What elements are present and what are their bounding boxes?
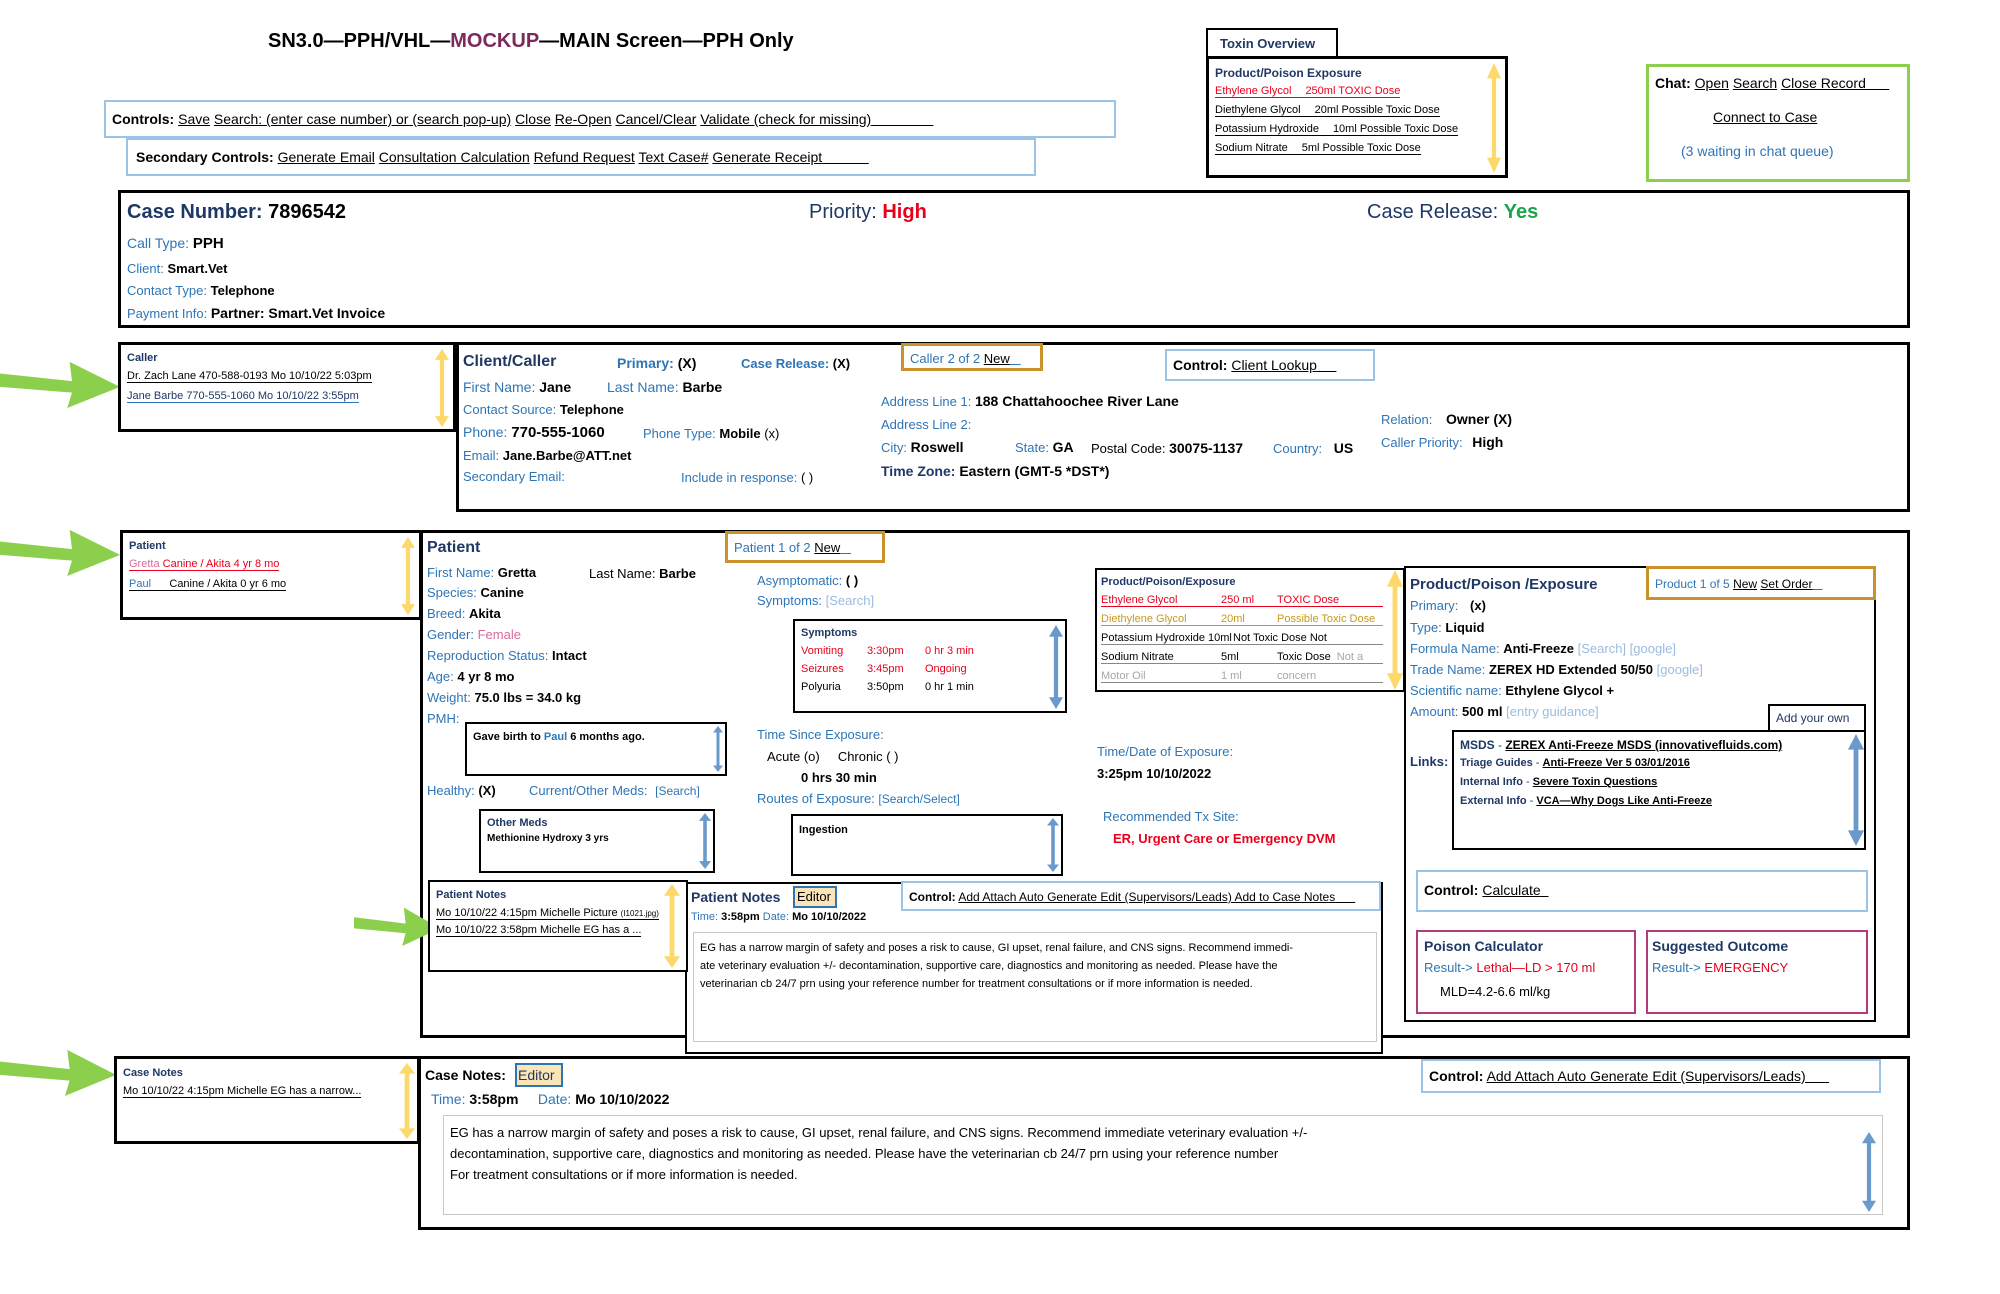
scroll-arrow-icon[interactable] — [1049, 625, 1063, 709]
case-number: Case Number: 7896542 — [127, 201, 347, 223]
scroll-arrow-icon[interactable] — [1356, 943, 1370, 1031]
trade-google-link: [google] — [1656, 662, 1703, 677]
scroll-arrow-icon[interactable] — [713, 726, 723, 772]
other-meds-box[interactable]: Other Meds Methionine Hydroxy 3 yrs — [479, 809, 715, 873]
current-meds[interactable]: Current/Other Meds: [Search] — [529, 783, 700, 798]
scroll-arrow-icon[interactable] — [664, 884, 680, 968]
set-order-button[interactable]: Set Order — [1760, 577, 1813, 591]
contact-source[interactable]: Contact Source: Telephone — [463, 402, 624, 417]
exposure-list: Product/Poison/Exposure Ethylene Glycol 250 ml TOXIC Dose Diethylene Glycol 20ml Possible Toxic Dose Potassium Hydroxide 10mlNot Toxic Dose Not Sodium Nitrate 5ml Toxic Dose Not a Motor Oil 1 ml concern — [1095, 568, 1405, 692]
consultation-calc-button[interactable]: Consultation Calculation — [378, 149, 530, 165]
patient-first-name[interactable]: First Name: Gretta — [427, 565, 537, 580]
client-email[interactable]: Email: Jane.Barbe@ATT.net — [463, 448, 632, 463]
postal-code[interactable]: Postal Code: 30075-1137 — [1091, 440, 1244, 456]
clear-button[interactable]: /Clear — [659, 111, 697, 127]
scroll-arrow-icon[interactable] — [1387, 570, 1403, 690]
caller-list: Caller Dr. Zach Lane 470-588-0193 Mo 10/10/22 5:03pm Jane Barbe 770-555-1060 Mo 10/10/22 3:55pm — [118, 342, 456, 432]
pointer-arrow-icon — [0, 528, 120, 576]
call-type: Call Type: PPH — [127, 235, 224, 252]
symptoms-field[interactable]: Symptoms: [Search] — [757, 593, 875, 608]
address-line-1[interactable]: Address Line 1: 188 Chattahoochee River Lane — [881, 393, 1179, 409]
client-caller-panel: Client/Caller Primary: (X) Case Release: (X) Caller 2 of 2 New Control: Client Lookup First Name: Jane Last Name: Barbe Contact Source: Telephone Phone: 770-555-1060 Phone Type: Mobile (x) Email: Jane.Barbe@ATT.net Secondary Email: Include in response: ( ) Address Line 1: 188 Chattahoochee River Lane Address Line 2: City: Roswell State: GA Postal Code: 30075-1137 Country: US Time Zone: Eastern (GMT-5 *DST*) Relation: Owner (X) Caller Priority: High — [456, 342, 1910, 512]
generate-receipt-button[interactable]: Generate Receipt — [712, 149, 823, 165]
patient-note-item[interactable]: Mo 10/10/22 3:58pm Michelle EG has a ... — [436, 924, 642, 936]
caller-count-box: Caller 2 of 2 New — [901, 343, 1043, 371]
trade-name[interactable]: Trade Name: ZEREX HD Extended 50/50 [google] — [1410, 662, 1703, 677]
case-notes-editor-button[interactable]: Editor — [515, 1063, 563, 1087]
scroll-arrow-icon[interactable] — [1487, 63, 1501, 173]
pmh-box[interactable]: Gave birth to Paul 6 months ago. — [465, 722, 727, 776]
case-note-item[interactable]: Mo 10/10/22 4:15pm Michelle EG has a narrow... — [123, 1085, 362, 1097]
patient-count-box: Patient 1 of 2 New — [725, 531, 885, 563]
patient-notes-editor-button[interactable]: Editor — [793, 886, 837, 908]
scroll-arrow-icon[interactable] — [401, 537, 415, 615]
chat-queue-status: (3 waiting in chat queue) — [1681, 143, 1834, 159]
product-link[interactable]: External Info - VCA—Why Dogs Like Anti-Freeze — [1460, 795, 1713, 807]
patient-list-item[interactable]: Paul Canine / Akita 0 yr 6 mo — [129, 578, 287, 590]
toxin-overview-item[interactable]: Sodium Nitrate 5ml Possible Toxic Dose — [1215, 142, 1421, 154]
include-in-response[interactable]: Include in response: ( ) — [681, 470, 814, 485]
scroll-arrow-icon[interactable] — [1862, 1132, 1876, 1212]
client-lookup-button[interactable]: Client Lookup — [1231, 357, 1317, 373]
toxin-overview-item[interactable]: Potassium Hydroxide 10ml Possible Toxic Dose — [1215, 123, 1459, 135]
toxin-overview-item[interactable]: Diethylene Glycol 20ml Possible Toxic Dose — [1215, 104, 1440, 116]
patient-age[interactable]: Age: 4 yr 8 mo — [427, 669, 515, 684]
meds-search-link: [Search] — [655, 784, 700, 798]
patient-notes-list: Patient Notes Mo 10/10/22 4:15pm Michelle Picture (I1021.jpg) Mo 10/10/22 3:58pm Michelle EG has a ... — [428, 880, 688, 972]
client-primary[interactable]: Primary: (X) — [617, 355, 697, 371]
case-note-line: decontamination, supportive care, diagnostics and monitoring as needed. Please have the veterinarian cb 24/7 prn using your reference number — [450, 1146, 1279, 1161]
add-your-own-button[interactable]: Add your own — [1768, 704, 1866, 732]
product-count-box: Product 1 of 5 New Set Order — [1646, 566, 1876, 600]
address-line-2[interactable]: Address Line 2: — [881, 417, 972, 432]
case-header — [118, 190, 1910, 328]
routes-of-exposure[interactable]: Routes of Exposure: [Search/Select] — [757, 791, 960, 806]
patient-notes-actions[interactable]: Add Attach Auto Generate Edit (Supervisors/Leads) Add to Case Notes — [958, 890, 1336, 904]
symptom-duration: 0 hr 3 min — [925, 645, 974, 657]
asymptomatic[interactable]: Asymptomatic: ( ) — [757, 573, 859, 588]
caller-list-item[interactable]: Dr. Zach Lane 470-588-0193 Mo 10/10/22 5:03pm — [127, 370, 372, 382]
routes-box[interactable]: Ingestion — [791, 814, 1063, 876]
close-button[interactable]: Close — [515, 111, 551, 127]
time-since-exposure[interactable]: 0 hrs 30 min — [801, 770, 877, 785]
patient-notes-panel: Patient Notes Editor Time: 3:58pm Date: Mo 10/10/2022 EG has a narrow margin of safety and poses a risk to cause, GI upset, renal failure, and CNS signs. Recommend immedi- ate veterinary evaluation +/- decontamination, supportive care, diagnostics and monitoring as needed. Please have the veterinarian cb 24/7 prn using your reference number for treatment consultations or if more information is needed. — [685, 882, 1383, 1054]
patient-list-item-selected[interactable]: Gretta Canine / Akita 4 yr 8 mo — [129, 558, 280, 570]
patient-breed[interactable]: Breed: Akita — [427, 606, 501, 621]
case-notes-text[interactable] — [443, 1115, 1883, 1215]
exposure-list-item[interactable]: Motor Oil 1 ml concern — [1101, 670, 1383, 683]
toxin-overview-item[interactable]: Ethylene Glycol 250ml TOXIC Dose — [1215, 85, 1401, 97]
scroll-arrow-icon[interactable] — [699, 813, 711, 869]
exposure-list-item[interactable]: Potassium Hydroxide 10mlNot Toxic Dose Not — [1101, 632, 1383, 645]
case-notes-panel: Case Notes: Editor Time: 3:58pm Date: Mo 10/10/2022 Control: Add Attach Auto Generate Edit (Supervisors/Leads) EG has a narrow margin of safety and poses a risk to cause, GI upset, renal failure, and CNS signs. Recommend immediate veterinary evaluation +/- decontamination, supportive care, diagnostics and monitoring as needed. Please have the veterinarian cb 24/7 prn using your reference number For treatment consultations or if more information is needed. — [418, 1056, 1910, 1230]
client-case-release[interactable]: Case Release: (X) — [741, 356, 851, 371]
patient-gender[interactable]: Gender: Female — [427, 627, 521, 642]
poison-calculator: Poison Calculator Result-> Lethal—LD > 170 ml MLD=4.2-6.6 ml/kg — [1416, 930, 1636, 1014]
chronic-radio: Chronic ( ) — [837, 749, 899, 764]
refund-request-button[interactable]: Refund Request — [533, 149, 635, 165]
scroll-arrow-icon[interactable] — [1848, 734, 1864, 846]
address-state[interactable]: State: GA — [1015, 439, 1074, 455]
symptom-time: 3:45pm — [867, 663, 904, 675]
controls-bar: Controls: Save Search: (enter case number) or (search pop-up) Close Re-Open Cancel/Clear Validate (check for missing) — [104, 100, 1116, 138]
symptoms-box: Symptoms Vomiting 3:30pm 0 hr 3 min Seizures 3:45pm Ongoing Polyuria 3:50pm 0 hr 1 min — [793, 619, 1067, 713]
new-product-button[interactable]: New — [1733, 577, 1758, 591]
patient-list: Patient Gretta Canine / Akita 4 yr 8 mo Paul Canine / Akita 0 yr 6 mo — [120, 530, 422, 620]
client-first-name[interactable]: First Name: Jane — [463, 379, 572, 395]
page-title: SN3.0—PPH/VHL—MOCKUP—MAIN Screen—PPH Only — [268, 30, 794, 52]
patient-note-line: ate veterinary evaluation +/- decontamination, supportive care, diagnostics and monitoring as needed. Please have the — [700, 960, 1278, 972]
product-link[interactable]: Internal Info - Severe Toxin Questions — [1460, 776, 1658, 788]
client-phone[interactable]: Phone: 770-555-1060 — [463, 424, 605, 441]
exposure-time[interactable]: 3:25pm 10/10/2022 — [1097, 766, 1212, 781]
patient-panel: Patient Patient 1 of 2 New First Name: Gretta Last Name: Barbe Species: Canine Breed: Akita Gender: Female Reproduction Status: Intact Age: 4 yr 8 mo Weight: 75.0 lbs = 34.0 kg PMH: Gave birth to Paul 6 months ago. Healthy: (X) Current/Other Meds: [Search] Other Meds Methionine Hydroxy 3 yrs Asymptomatic: ( ) Symptoms: [Search] Symptoms Vomiting 3:30pm 0 hr 3 min Seizures 3:45pm Ongoing Polyuria 3:50pm 0 hr 1 min Time Since Exposure: Acute (o) Chronic ( ) 0 hrs 30 min Routes of Exposure: [Search/Select] Ingestion Product/Poison/Exposure Ethylene Glycol 250 ml TOXIC Dose Diethylene Glycol 20ml Possible Toxic Dose Potassium Hydroxide 10mlNot Toxic Dose Not Sodium Nitrate 5ml Toxic Dose Not a Motor Oil 1 ml concern Time/Date of Exposure: 3:25pm 10/10/2022 Recommended Tx Site: ER, Urgent Care or Emergency DVM Patient Notes Editor Time: 3:58pm Date: Mo 10/10/2022 EG has a narrow margin of safety and poses a risk to cause, GI upset, renal failure, and CNS signs. Recommend immedi- ate veterinary evaluation +/- decontamination, supportive care, diagnostics and monitoring as needed. Please have the veterinarian cb 24/7 prn using your reference number for treatment consultations or if more information is needed. Control: Add Attach Auto Generate Edit (Supervisors/Leads) Add to Case Notes — [420, 530, 1910, 1038]
patient-note-line: veterinarian cb 24/7 prn using your reference number for treatment consultations or if more information is needed. — [700, 978, 1253, 990]
symptoms-search-link: [Search] — [825, 593, 875, 608]
product-type[interactable]: Type: Liquid — [1410, 620, 1485, 635]
acute-chronic[interactable] — [767, 749, 899, 764]
symptom-duration: Ongoing — [925, 663, 967, 675]
generate-email-button[interactable]: Generate Email — [277, 149, 375, 165]
caller-list-item-selected[interactable]: Jane Barbe 770-555-1060 Mo 10/10/22 3:55pm — [127, 390, 359, 402]
chat-close-record-button[interactable]: Close Record — [1781, 75, 1866, 91]
address-city[interactable]: City: Roswell — [881, 439, 964, 455]
symptom-name[interactable]: Vomiting — [801, 645, 844, 657]
case-notes-actions[interactable]: Add Attach Auto Generate Edit (Supervisors/Leads) — [1486, 1068, 1806, 1084]
chat-panel: Chat: Open Search Close Record Connect to Case (3 waiting in chat queue) — [1646, 64, 1910, 182]
pointer-arrow-icon — [0, 1048, 116, 1096]
address-country[interactable]: Country: US — [1273, 440, 1354, 456]
new-patient-button[interactable]: New — [814, 540, 841, 555]
search-button[interactable]: Search: (enter case number) or (search pop-up) — [213, 111, 512, 127]
caller-relation[interactable]: Relation: Owner (X) — [1381, 411, 1513, 427]
product-link[interactable]: MSDS - ZEREX Anti-Freeze MSDS (innovativefluids.com) — [1460, 738, 1783, 752]
payment-info: Payment Info: Partner: Smart.Vet Invoice — [127, 305, 386, 321]
patient-notes-text[interactable] — [693, 932, 1377, 1042]
calculate-button[interactable]: Calculate — [1482, 882, 1541, 898]
scroll-arrow-icon[interactable] — [435, 349, 449, 427]
case-priority: Priority: High — [809, 201, 927, 223]
exposure-list-item[interactable]: Sodium Nitrate 5ml Toxic Dose Not a — [1101, 651, 1383, 664]
formula-search-link: [Search] — [1577, 641, 1627, 656]
toxin-overview-panel: Product/Poison Exposure Ethylene Glycol 250ml TOXIC Dose Diethylene Glycol 20ml Possible Toxic Dose Potassium Hydroxide 10ml Possible Toxic Dose Sodium Nitrate 5ml Possible Toxic Dose — [1206, 56, 1508, 178]
chat-open-button[interactable]: Open — [1694, 75, 1729, 91]
phone-type[interactable]: Phone Type: Mobile (x) — [643, 426, 780, 441]
entry-guidance-link: [entry guidance] — [1506, 704, 1599, 719]
scroll-arrow-icon[interactable] — [399, 1063, 415, 1139]
product-control: Control: Calculate — [1416, 870, 1868, 912]
secondary-controls-bar: Secondary Controls: Generate Email Consultation Calculation Refund Request Text Case# Generate Receipt — [126, 138, 1036, 176]
product-primary[interactable]: Primary: (x) — [1410, 598, 1486, 613]
patient-note-item[interactable]: Mo 10/10/22 4:15pm Michelle Picture (I1021.jpg) — [436, 907, 659, 919]
pmh-label: PMH: — [427, 711, 460, 726]
client-lookup-control: Control: Client Lookup — [1165, 349, 1375, 381]
suggested-outcome: Suggested Outcome Result-> EMERGENCY — [1646, 930, 1868, 1014]
patient-species[interactable]: Species: Canine — [427, 585, 524, 600]
scroll-arrow-icon[interactable] — [1047, 818, 1059, 872]
patient-weight[interactable]: Weight: 75.0 lbs = 34.0 kg — [427, 690, 582, 705]
text-case-button[interactable]: Text Case# — [638, 149, 709, 165]
validate-button[interactable]: Validate (check for missing) — [700, 111, 872, 127]
product-link[interactable]: Triage Guides - Anti-Freeze Ver 5 03/01/2016 — [1460, 757, 1690, 769]
time-zone[interactable]: Time Zone: Eastern (GMT-5 *DST*) — [881, 463, 1110, 479]
symptom-time: 3:50pm — [867, 681, 904, 693]
tx-site: ER, Urgent Care or Emergency DVM — [1113, 831, 1336, 846]
formula-name[interactable]: Formula Name: Anti-Freeze [Search] [google] — [1410, 641, 1676, 656]
reopen-button[interactable]: Re-Open — [554, 111, 612, 127]
product-panel: Product/Poison /Exposure Product 1 of 5 New Set Order Primary: (x) Type: Liquid Formula Name: Anti-Freeze [Search] [google] Trade Name: ZEREX HD Extended 50/50 [google] Scientific name: Ethylene Glycol + Amount: 500 ml [entry guidance] Add your own Links: MSDS - ZEREX Anti-Freeze MSDS (innovativefluids.com) Triage Guides - Anti-Freeze Ver 5 03/01/2016 Internal Info - Severe Toxin Questions External Info - VCA—Why Dogs Like Anti-Freeze Control: Calculate Poison Calculator Result-> Lethal—LD > 170 ml MLD=4.2-6.6 ml/kg Suggested Outcome Result-> EMERGENCY — [1404, 566, 1876, 1022]
symptom-duration: 0 hr 1 min — [925, 681, 974, 693]
case-note-line: EG has a narrow margin of safety and poses a risk to cause, GI upset, renal failure, and CNS signs. Recommend immediate veterinary evaluation +/- — [450, 1125, 1308, 1140]
healthy[interactable]: Healthy: (X) — [427, 783, 496, 798]
patient-note-line: EG has a narrow margin of safety and poses a risk to cause, GI upset, renal failure, and CNS signs. Recommend immedi- — [700, 942, 1294, 954]
links-label: Links: — [1410, 754, 1449, 769]
case-notes-list: Case Notes Mo 10/10/22 4:15pm Michelle EG has a narrow... — [114, 1056, 420, 1144]
caller-priority[interactable]: Caller Priority: High — [1381, 434, 1504, 450]
cancel-button[interactable]: Cancel — [615, 111, 660, 127]
case-release: Case Release: Yes — [1367, 201, 1539, 223]
links-box — [1452, 730, 1866, 850]
product-amount[interactable]: Amount: 500 ml [entry guidance] — [1410, 704, 1599, 719]
toxin-overview-tab[interactable]: Toxin Overview — [1206, 28, 1338, 58]
formula-google-link: [google] — [1629, 641, 1676, 656]
patient-notes-control: Control: Add Attach Auto Generate Edit (Supervisors/Leads) Add to Case Notes — [901, 881, 1381, 911]
exposure-time-label: Time/Date of Exposure: — [1097, 744, 1234, 759]
case-notes-control: Control: Add Attach Auto Generate Edit (Supervisors/Leads) — [1421, 1059, 1881, 1093]
client-name: Client: Smart.Vet — [127, 261, 228, 276]
reproduction-status[interactable]: Reproduction Status: Intact — [427, 648, 587, 663]
chat-search-button[interactable]: Search — [1732, 75, 1778, 91]
exposure-list-item[interactable]: Diethylene Glycol 20ml Possible Toxic Dose — [1101, 613, 1383, 626]
scientific-name[interactable]: Scientific name: Ethylene Glycol + — [1410, 683, 1615, 698]
symptom-time: 3:30pm — [867, 645, 904, 657]
symptom-name[interactable]: Polyuria — [801, 681, 841, 693]
patient-last-name[interactable]: Last Name: Barbe — [589, 566, 696, 581]
secondary-email[interactable]: Secondary Email: — [463, 469, 565, 484]
symptom-name[interactable]: Seizures — [801, 663, 844, 675]
client-last-name[interactable]: Last Name: Barbe — [607, 379, 723, 395]
contact-type: Contact Type: Telephone — [127, 283, 275, 298]
exposure-list-item[interactable]: Ethylene Glycol 250 ml TOXIC Dose — [1101, 594, 1383, 607]
acute-radio: Acute (o) — [767, 749, 820, 764]
pointer-arrow-icon — [0, 360, 120, 408]
save-button[interactable]: Save — [178, 111, 211, 127]
connect-to-case-button[interactable]: Connect to Case — [1713, 109, 1818, 125]
tx-site-label: Recommended Tx Site: — [1103, 809, 1239, 824]
case-note-line: For treatment consultations or if more information is needed. — [450, 1167, 798, 1182]
new-caller-button[interactable]: New — [983, 351, 1010, 366]
time-since-exposure-label: Time Since Exposure: — [757, 727, 884, 742]
routes-search-link: [Search/Select] — [878, 792, 960, 806]
